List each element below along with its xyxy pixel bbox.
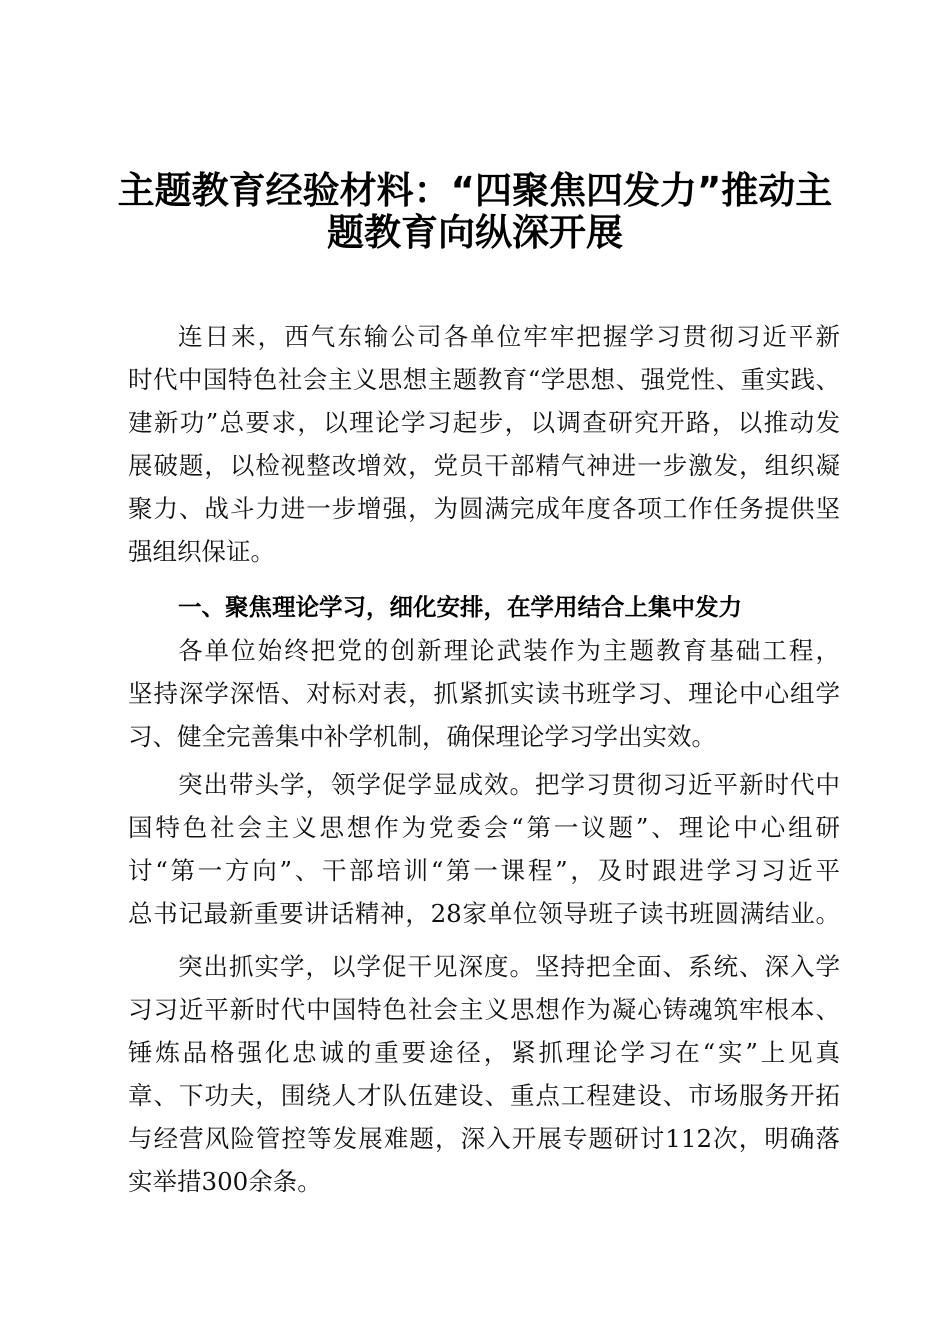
paragraph-line: 突出抓实学，以学促干见深度。坚持把全面、系统、深入学 [178, 952, 840, 981]
paragraph-line: 各单位始终把党的创新理论武装作为主题教育基础工程， [178, 636, 840, 665]
paragraph-line: 与经营风险管控等发展难题，深入开展专题研讨112次，明确落 [128, 1124, 840, 1153]
paragraph-line: 总书记最新重要讲话精神，28家单位领导班子读书班圆满结业。 [128, 899, 840, 928]
paragraph-line: 连日来，西气东输公司各单位牢牢把握学习贯彻习近平新 [178, 322, 840, 351]
paragraph-line: 聚力、战斗力进一步增强，为圆满完成年度各项工作任务提供坚 [128, 494, 840, 523]
paragraph-line: 强组织保证。 [128, 537, 275, 566]
paragraph-line: 国特色社会主义思想作为党委会“第一议题”、理论中心组研 [128, 813, 840, 842]
section-heading: 一、聚焦理论学习，细化安排，在学用结合上集中发力 [178, 593, 742, 621]
paragraph-line: 时代中国特色社会主义思想主题教育“学思想、强党性、重实践、 [128, 365, 840, 394]
paragraph-line: 讨“第一方向”、干部培训“第一课程”，及时跟进学习习近平 [128, 856, 840, 885]
document-title-line-2: 题教育向纵深开展 [327, 211, 623, 254]
document-title-line-1: 主题教育经验材料：“四聚焦四发力”推动主 [117, 169, 833, 212]
paragraph-line: 实举措300余条。 [128, 1167, 322, 1196]
paragraph-line: 锤炼品格强化忠诚的重要途径，紧抓理论学习在“实”上见真 [128, 1038, 840, 1067]
paragraph-line: 展破题，以检视整改增效，党员干部精气神进一步激发，组织凝 [128, 451, 840, 480]
paragraph-line: 坚持深学深悟、对标对表，抓紧抓实读书班学习、理论中心组学 [128, 679, 840, 708]
paragraph-line: 突出带头学，领学促学显成效。把学习贯彻习近平新时代中 [178, 770, 840, 799]
paragraph-line: 章、下功夫，围绕人才队伍建设、重点工程建设、市场服务开拓 [128, 1081, 840, 1110]
paragraph-line: 习习近平新时代中国特色社会主义思想作为凝心铸魂筑牢根本、 [128, 995, 840, 1024]
paragraph-line: 建新功”总要求，以理论学习起步，以调查研究开路，以推动发 [128, 408, 840, 437]
paragraph-line: 习、健全完善集中补学机制，确保理论学习学出实效。 [128, 722, 716, 751]
